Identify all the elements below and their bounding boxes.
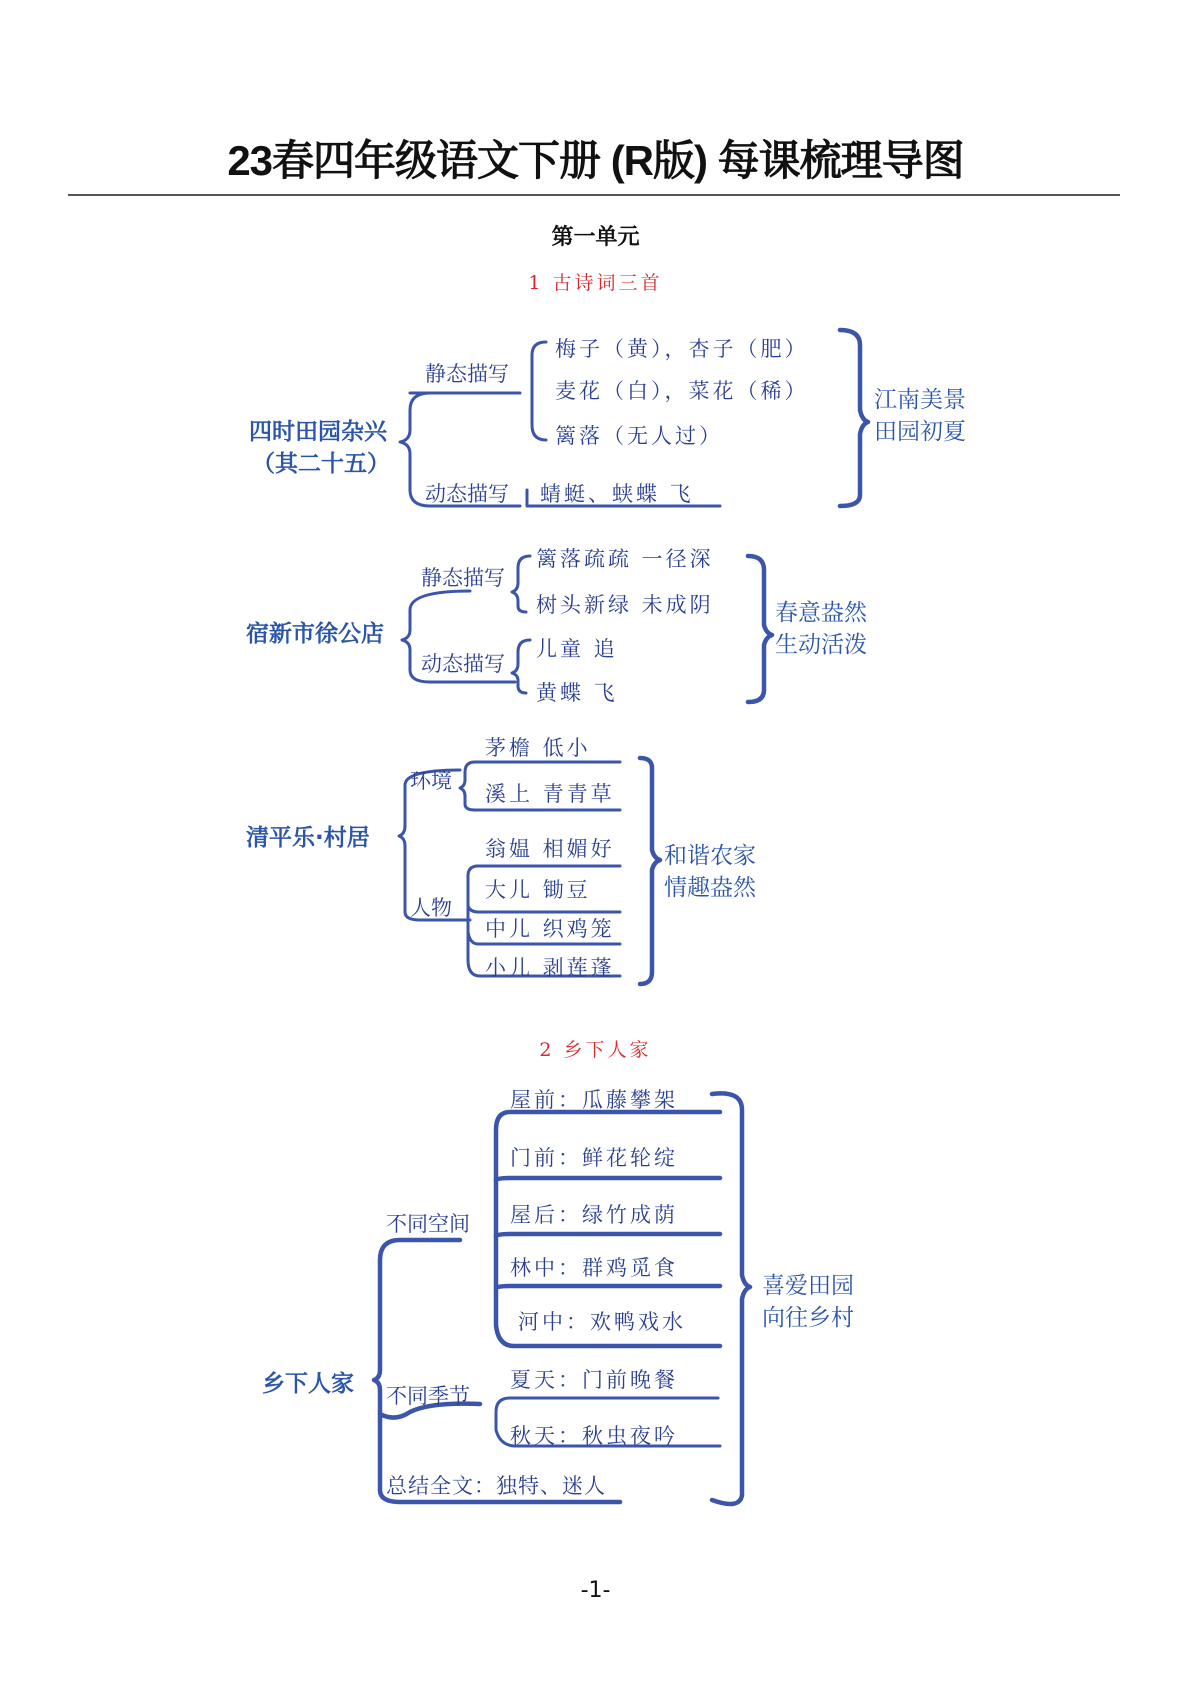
poem-1-summary-line-1: 江南美景	[874, 387, 966, 413]
poem-1-title-line-2: （其二十五）	[252, 451, 390, 477]
lesson-2-leaf: 门前：鲜花轮绽	[510, 1146, 678, 1170]
poem-3-leaf: 大儿 锄豆	[485, 878, 591, 902]
poem-3-leaf: 中儿 织鸡笼	[485, 917, 615, 941]
lesson-2-leaf: 屋后：绿竹成荫	[510, 1203, 678, 1227]
poem-2-branch-dynamic: 动态描写	[421, 652, 505, 676]
lesson-2-summary-line-2: 向往乡村	[762, 1305, 854, 1331]
page-number: -1-	[580, 1578, 611, 1603]
poem-1-summary-line-2: 田园初夏	[874, 419, 966, 445]
title-divider	[68, 194, 1120, 196]
poem-1-title-line-1: 四时田园杂兴	[249, 419, 387, 445]
poem-3-leaf: 溪上 青青草	[485, 782, 615, 806]
poem-3-leaf: 茅檐 低小	[485, 736, 591, 760]
lesson-2-leaf: 林中：群鸡觅食	[510, 1256, 678, 1280]
poem-2-leaf: 黄蝶 飞	[536, 681, 618, 705]
lesson-2-heading: 2 乡下人家	[539, 1039, 652, 1061]
lesson-2-leaf: 河中：欢鸭戏水	[518, 1310, 686, 1334]
poem-2-leaf: 树头新绿 未成阴	[536, 593, 714, 617]
poem-2-branch-static: 静态描写	[421, 566, 505, 590]
poem-1-leaf: 篱落（无人过）	[555, 424, 723, 448]
poem-1-leaf: 麦花（白），菜花（稀）	[555, 379, 809, 403]
poem-1-branch-dynamic: 动态描写	[425, 482, 509, 506]
poem-2-summary	[775, 597, 867, 661]
lesson-2-leaf: 屋前：瓜藤攀架	[510, 1088, 678, 1112]
poem-1-leaf: 梅子（黄），杏子（肥）	[555, 337, 809, 361]
lesson-2-summary-line-1: 喜爱田园	[762, 1273, 854, 1299]
poem-2-summary-line-1: 春意盎然	[775, 600, 867, 626]
poem-3-leaf: 翁媪 相媚好	[485, 837, 615, 861]
poem-2-leaf: 篱落疏疏 一径深	[536, 547, 714, 571]
lesson-2-branch-summary: 总结全文：独特、迷人	[386, 1474, 606, 1498]
lesson-2-branch-space: 不同空间	[386, 1212, 470, 1236]
lesson-2-leaf: 夏天：门前晚餐	[510, 1368, 678, 1392]
poem-3-summary-line-2: 情趣盎然	[664, 875, 756, 901]
unit-heading: 第一单元	[551, 225, 640, 250]
poem-1-leaf: 蜻蜓、蛱蝶 飞	[540, 482, 694, 506]
lesson-2-summary	[762, 1270, 854, 1334]
poem-3-title: 清平乐·村居	[246, 825, 370, 851]
lesson-2-branch-season: 不同季节	[386, 1384, 470, 1408]
poem-2-leaf: 儿童 追	[536, 637, 618, 661]
poem-1-branch-static: 静态描写	[425, 362, 509, 386]
poem-2-title: 宿新市徐公店	[246, 621, 384, 647]
poem-2-summary-line-2: 生动活泼	[775, 632, 867, 658]
lesson-2-leaf: 秋天：秋虫夜吟	[510, 1424, 678, 1448]
page-title: 23春四年级语文下册 (R版) 每课梳理导图	[227, 137, 964, 184]
lesson-1-heading: 1 古诗词三首	[528, 272, 663, 294]
poem-1-summary	[874, 384, 966, 448]
poem-3-summary-line-1: 和谐农家	[664, 843, 756, 869]
poem-3-summary	[664, 840, 756, 904]
poem-3-branch-people: 人物	[410, 896, 452, 920]
lesson-2-title: 乡下人家	[262, 1371, 354, 1397]
poem-3-leaf: 小儿 剥莲蓬	[485, 956, 615, 980]
poem-1-title	[246, 416, 390, 480]
poem-3-branch-environment: 环境	[410, 769, 452, 793]
